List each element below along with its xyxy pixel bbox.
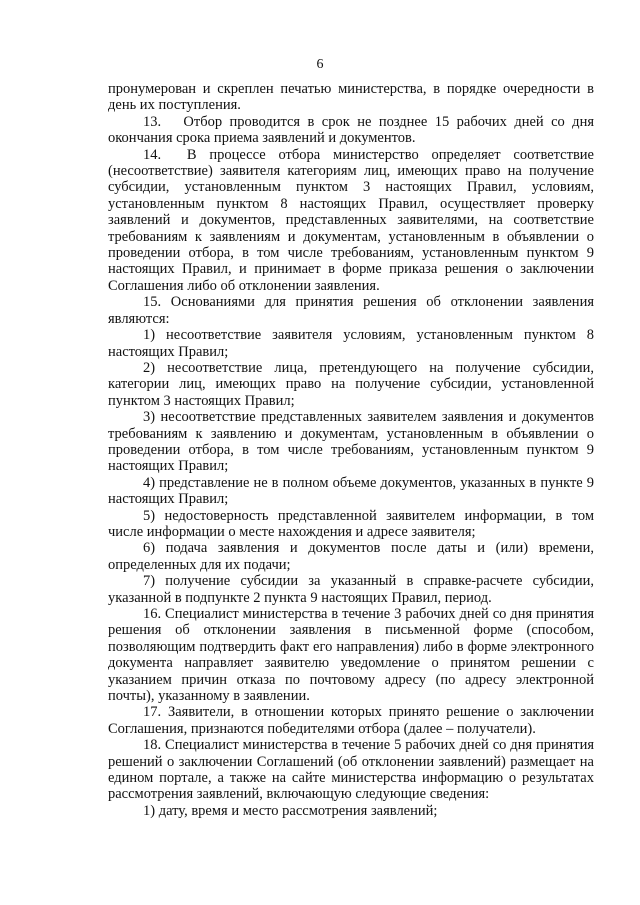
- list-item-15-2: 2) несоответствие лица, претендующего на получение субсидии, категории лиц, имеющих право на получение субсидии, установленной пунктом 3 настоящих Правил;: [108, 359, 594, 409]
- paragraph-17: 17. Заявители, в отношении которых принято решение о заключении Соглашения, признаются победителями отбора (далее – получатели).: [108, 704, 594, 737]
- page-number: 6: [316, 57, 324, 72]
- list-item-15-4: 4) представление не в полном объеме документов, указанных в пункте 9 настоящих Правил;: [108, 474, 594, 508]
- paragraph-15: 15. Основаниями для принятия решения об отклонении заявления являются:: [108, 294, 594, 327]
- list-item-18-1: 1) дату, время и место рассмотрения заявлений;: [143, 802, 438, 819]
- list-item-15-3: 3) несоответствие представленных заявителем заявления и документов требованиям к заявлению и документам, установленным в объявлении о проведении отбора, в том числе требованиям, установленным пунктом 9 настоящих Правил;: [108, 409, 594, 475]
- list-item-15-5: 5) недостоверность представленной заявителем информации, в том числе информации о месте нахождения и адресе заявителя;: [108, 507, 594, 540]
- paragraph-continuation: пронумерован и скреплен печатью министерства, в порядке очередности в день их поступления.: [108, 81, 594, 114]
- list-item-15-7: 7) получение субсидии за указанный в справке-расчете субсидии, указанной в подпункте 2 пункта 9 настоящих Правил, период.: [108, 573, 594, 606]
- paragraph-14: 14. В процессе отбора министерство определяет соответствие (несоответствие) заявителя категориям лиц, имеющих право на получение субсидии, установленным пунктом 3 настоящих Правил, условиям, установленным пунктом 8 настоящих Правил, осуществляет проверку заявлений и документов, представленных заявителями, на соответствие требованиям к заявлениям и документам, установленным в объявлении о проведении отбора, в том числе требованиям, установленным пунктом 9 настоящих Правил, и принимает в форме приказа решения о заключении Соглашения либо об отклонении заявления.: [108, 146, 594, 294]
- document-body: [108, 81, 594, 819]
- paragraph-18: 18. Специалист министерства в течение 5 рабочих дней со дня принятия решений о заключении Соглашений (об отклонении заявлений) размещает на едином портале, а также на сайте министерства информацию о результатах рассмотрения заявлений, включающую следующие сведения:: [108, 737, 594, 803]
- list-item-15-1: 1) несоответствие заявителя условиям, установленным пунктом 8 настоящих Правил;: [108, 327, 594, 360]
- paragraph-13: 13. Отбор проводится в срок не позднее 15 рабочих дней со дня окончания срока приема заявлений и документов.: [108, 113, 594, 147]
- list-item-15-6: 6) подача заявления и документов после даты и (или) времени, определенных для их подачи;: [108, 540, 594, 573]
- paragraph-16: 16. Специалист министерства в течение 3 рабочих дней со дня принятия решения об отклонении заявления в письменной форме (способом, позволяющим подтвердить факт его направления) либо в форме электронного документа направляет заявителю уведомление о принятом решении с указанием причин отказа по почтовому адресу (по адресу электронной почты), указанному в заявлении.: [108, 606, 594, 705]
